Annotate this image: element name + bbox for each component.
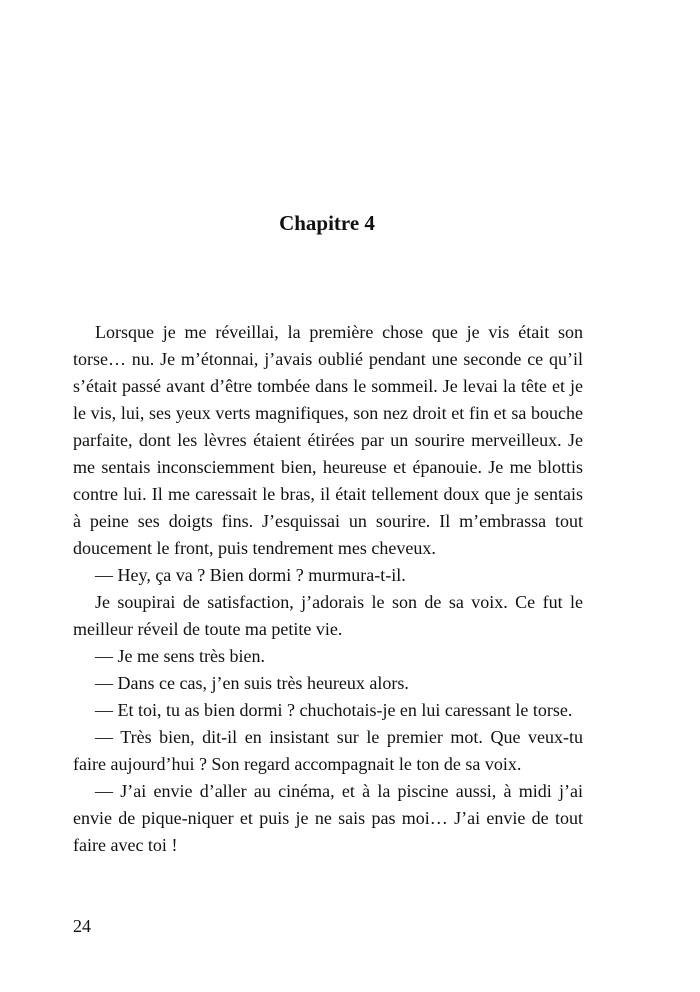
page-number: 24 xyxy=(73,916,91,936)
chapter-body xyxy=(73,319,583,859)
paragraph: — Très bien, dit-il en insistant sur le premier mot. Que veux-tu faire aujourd’hui ? Son regard accompagnait le ton de sa voix. xyxy=(73,727,583,774)
paragraph: — Dans ce cas, j’en suis très heureux alors. xyxy=(95,673,409,693)
paragraph: Je soupirai de satisfaction, j’adorais le son de sa voix. Ce fut le meilleur réveil de toute ma petite vie. xyxy=(73,592,583,639)
paragraph: — Et toi, tu as bien dormi ? chuchotais-je en lui caressant le torse. xyxy=(95,700,573,720)
paragraph: — Je me sens très bien. xyxy=(95,646,265,666)
paragraph: Lorsque je me réveillai, la première chose que je vis était son torse… nu. Je m’étonnai, j’avais oublié pendant une seconde ce qu’il s’était passé avant d’être tombée dans le sommeil. Je levai la tête et je le vis, lui, ses yeux verts magnifiques, son nez droit et fin et sa bouche parfaite, dont les lèvres étaient étirées par un sourire merveilleux. Je me sentais inconsciemment bien, heureuse et épanouie. Je me blottis contre lui. Il me caressait le bras, il était tellement doux que je sentais à peine ses doigts fins. J’esquissai un sourire. Il m’embrassa tout doucement le front, puis tendrement mes cheveux. xyxy=(73,322,583,558)
paragraph: — Hey, ça va ? Bien dormi ? murmura-t-il. xyxy=(95,565,406,585)
paragraph: — J’ai envie d’aller au cinéma, et à la piscine aussi, à midi j’ai envie de pique-niquer et puis je ne sais pas moi… J’ai envie de tout faire avec toi ! xyxy=(73,781,583,855)
chapter-title: Chapitre 4 xyxy=(279,211,375,235)
